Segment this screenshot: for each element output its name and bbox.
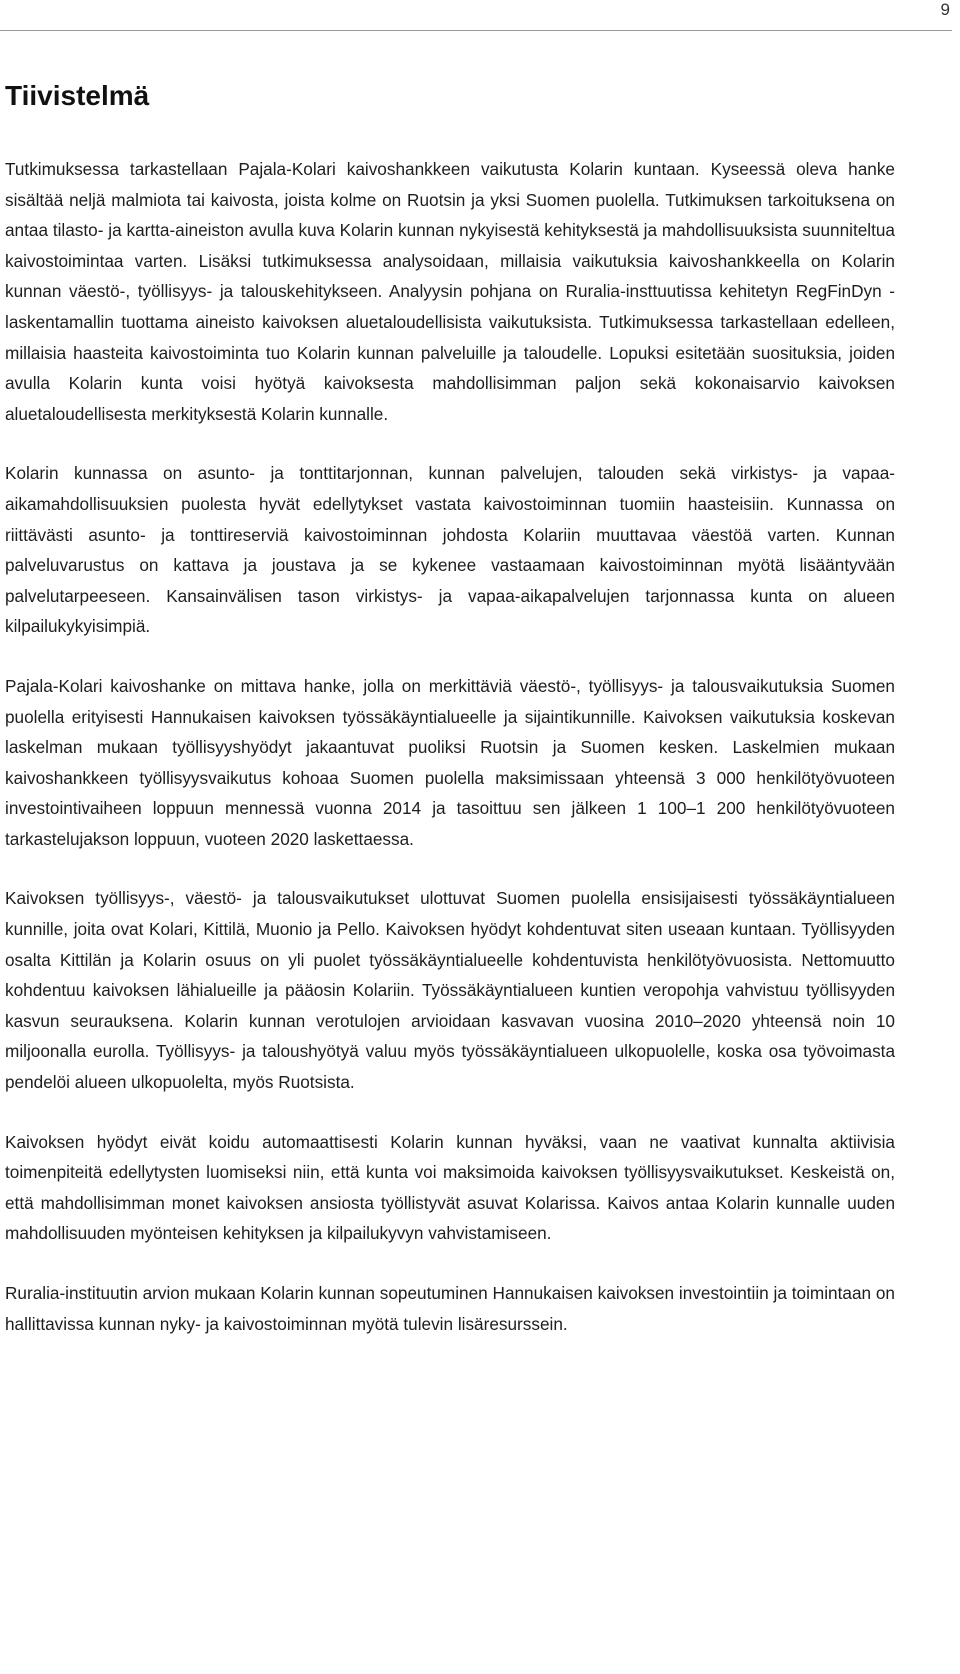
paragraph-4: Kaivoksen työllisyys-, väestö- ja talousvaikutukset ulottuvat Suomen puolella ensisijaisesti työssäkäyntialueen kunnille, joita ovat Kolari, Kittilä, Muonio ja Pello. Kaivoksen hyödyt kohdentuvat siten useaan kuntaan. Työllisyyden osalta Kittilän ja Kolarin osuus on yli puolet työssäkäyntialueelle kohdentuvista henkilötyövuosista. Nettomuutto kohdentuu kaivoksen lähialueille ja pääosin Kolariin. Työssäkäyntialueen kuntien veropohja vahvistuu työllisyyden kasvun seurauksena. Kolarin kunnan verotulojen arvioidaan kasvavan vuosina 2010–2020 yhteensä noin 10 miljoonalla eurolla. Työllisyys- ja taloushyötyä valuu myös työssäkäyntialueen ulkopuolelle, koska osa työvoimasta pendelöi alueen ulkopuolelta, myös Ruotsista.	[5, 888, 895, 1093]
page-number: 9	[940, 0, 950, 19]
paragraph-2: Kolarin kunnassa on asunto- ja tonttitarjonnan, kunnan palvelujen, talouden sekä virkistys- ja vapaa-aikamahdollisuuksien puolesta hyvät edellytykset vastata kaivostoiminnan tuomiin haasteisiin. Kunnassa on riittävästi asunto- ja tonttireserviä kaivostoiminnan johdosta Kolariin muuttavaa väestöä varten. Kunnan palveluvarustus on kattava ja joustava ja se kykenee vastaamaan kaivostoiminnan myötä lisääntyvään palvelutarpeeseen. Kansainvälisen tason virkistys- ja vapaa-aikapalvelujen tarjonnassa kunta on alueen kilpailukykyisimpiä.	[5, 463, 895, 637]
page-title: Tiivistelmä	[5, 80, 150, 111]
paragraph-1: Tutkimuksessa tarkastellaan Pajala-Kolari kaivoshankkeen vaikutusta Kolarin kuntaan. Kyseessä oleva hanke sisältää neljä malmiota tai kaivosta, joista kolme on Ruotsin ja yksi Suomen puolella. Tutkimuksen tarkoituksena on antaa tilasto- ja kartta-aineiston avulla kuva Kolarin kunnan nykyisestä kehityksestä ja mahdollisuuksista suunniteltua kaivostoimintaa varten. Lisäksi tutkimuksessa analysoidaan, millaisia vaikutuksia kaivoshankkeella on Kolarin kunnan väestö-, työllisyys- ja talouskehitykseen. Analyysin pohjana on Ruralia-insttuutissa kehitetyn RegFinDyn -laskentamallin tuottama aineisto kaivoksen aluetaloudellisista vaikutuksista. Tutkimuksessa tarkastellaan edelleen, millaisia haasteita kaivostoiminta tuo Kolarin kunnan palveluille ja taloudelle. Lopuksi esitetään suosituksia, joiden avulla Kolarin kunta voisi hyötyä kaivoksesta mahdollisimman paljon sekä kokonaisarvio kaivoksen aluetaloudellisesta merkityksestä Kolarin kunnalle.	[5, 159, 895, 424]
header-divider	[0, 30, 952, 31]
paragraph-6: Ruralia-instituutin arvion mukaan Kolarin kunnan sopeutuminen Hannukaisen kaivoksen investointiin ja toimintaan on hallittavissa kunnan nyky- ja kaivostoiminnan myötä tulevin lisäresurssein.	[5, 1283, 895, 1334]
paragraph-5: Kaivoksen hyödyt eivät koidu automaattisesti Kolarin kunnan hyväksi, vaan ne vaativat kunnalta aktiivisia toimenpiteitä edellytysten luomiseksi niin, että kunta voi maksimoida kaivoksen työllisyysvaikutukset. Keskeistä on, että mahdollisimman monet kaivoksen ansiosta työllistyvät asuvat Kolarissa. Kaivos antaa Kolarin kunnalle uuden mahdollisuuden myönteisen kehityksen ja kilpailukyvyn vahvistamiseen.	[5, 1131, 895, 1244]
paragraph-3: Pajala-Kolari kaivoshanke on mittava hanke, jolla on merkittäviä väestö-, työllisyys- ja talousvaikutuksia Suomen puolella erityisesti Hannukaisen kaivoksen työssäkäyntialueelle ja sijaintikunnille. Kaivoksen vaikutuksia koskevan laskelman mukaan työllisyyshyödyt jakaantuvat puoliksi Ruotsin ja Suomen kesken. Laskelmien mukaan kaivoshankkeen työllisyysvaikutus kohoaa Suomen puolella maksimissaan yhteensä 3 000 henkilötyövuoteen investointivaiheen loppuun mennessä vuonna 2014 ja tasoittuu sen jälkeen 1 100–1 200 henkilötyövuoteen tarkastelujakson loppuun, vuoteen 2020 laskettaessa.	[5, 675, 895, 849]
body-text	[5, 154, 895, 1368]
